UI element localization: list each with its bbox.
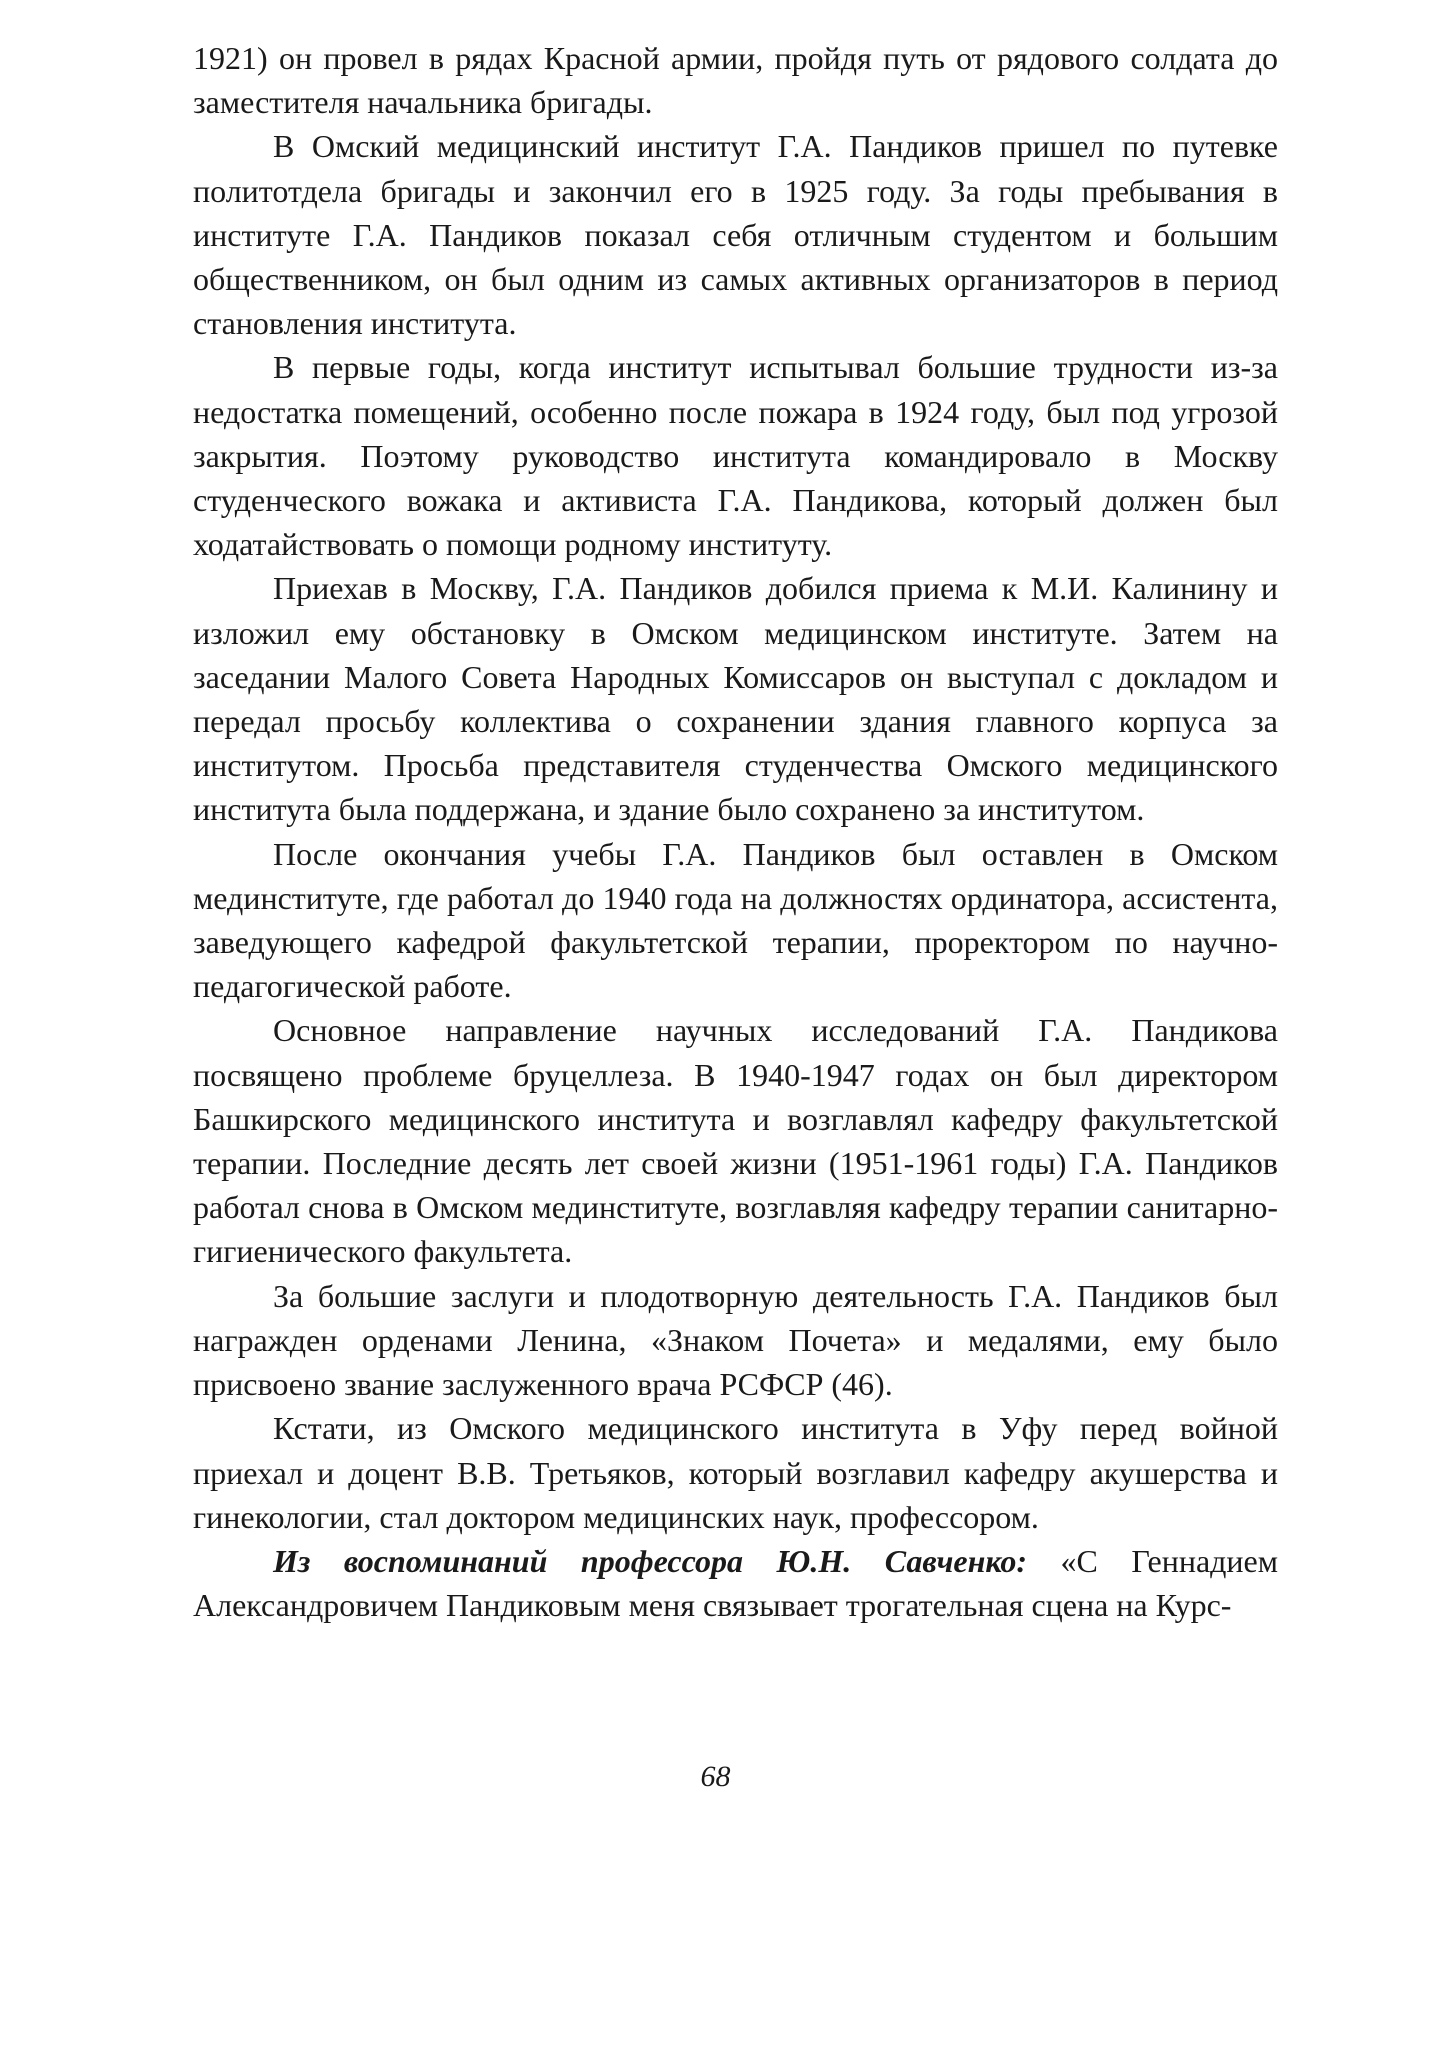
paragraph-8: Кстати, из Омского медицинского института в Уфу перед войной приехал и доцент В.В. Третьяков, который возглавил кафедру акушерства и гинекологии, стал доктором медицинских наук, профессором. <box>193 1410 1278 1535</box>
paragraph-1: 1921) он провел в рядах Красной армии, пройдя путь от рядового солдата до заместителя начальника бригады. <box>193 40 1278 121</box>
memoir-lead-in: Из воспоминаний профессора Ю.Н. Савченко: <box>273 1542 1028 1579</box>
paragraph-4: Приехав в Москву, Г.А. Пандиков добился приема к М.И. Калинину и изложил ему обстановку в Омском медицинском институте. Затем на заседании Малого Совета Народных Комиссаров он выступал с докладом и передал просьбу коллектива о сохранении здания главного корпуса за институтом. Просьба представителя студенчества Омского медицинского института была поддержана, и здание было сохранено за институтом. <box>193 570 1278 828</box>
paragraph-9 <box>193 1539 1278 1627</box>
page-body <box>193 36 1278 1627</box>
paragraph-5: После окончания учебы Г.А. Пандиков был оставлен в Омском мединституте, где работал до 1940 года на должностях ординатора, ассистента, заведующего кафедрой факультетской терапии, проректором по научно-педагогической работе. <box>193 835 1278 1005</box>
page-number: 68 <box>700 1760 731 1793</box>
paragraph-6: Основное направление научных исследований Г.А. Пандикова посвящено проблеме бруцеллеза. В 1940-1947 годах он был директором Башкирского медицинского института и возглавлял кафедру факультетской терапии. Последние десять лет своей жизни (1951-1961 годы) Г.А. Пандиков работал снова в Омском мединституте, возглавляя кафедру терапии санитарно-гигиенического факультета. <box>193 1012 1278 1270</box>
memoir-quote-start: «С Геннадием Александровичем Пандиковым меня связывает трогательная сцена на Курс- <box>193 1542 1278 1624</box>
paragraph-2: В Омский медицинский институт Г.А. Пандиков пришел по путевке политотдела бригады и закончил его в 1925 году. За годы пребывания в институте Г.А. Пандиков показал себя отличным студентом и большим общественником, он был одним из самых активных организаторов в период становления института. <box>193 128 1278 342</box>
paragraph-7: За большие заслуги и плодотворную деятельность Г.А. Пандиков был награжден орденами Ленина, «Знаком Почета» и медалями, ему было присвоено звание заслуженного врача РСФСР (46). <box>193 1277 1278 1403</box>
paragraph-3: В первые годы, когда институт испытывал большие трудности из-за недостатка помещений, особенно после пожара в 1924 году, был под угрозой закрытия. Поэтому руководство института командировало в Москву студенческого вожака и активиста Г.А. Пандикова, который должен был ходатайствовать о помощи родному институту. <box>193 349 1278 563</box>
